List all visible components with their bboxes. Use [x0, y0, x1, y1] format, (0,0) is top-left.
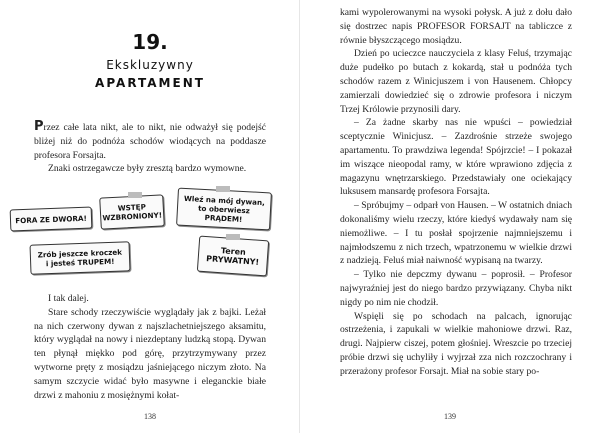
- sign-text: PRĄDEM!: [204, 212, 243, 224]
- left-text-top: [34, 120, 266, 176]
- sign-wlez-na-dywan: [176, 188, 272, 231]
- tape-strip: [128, 192, 142, 198]
- paragraph: – Spróbujmy – odparł von Hausen. – W ostatnich dniach dokonaliśmy wielu rzeczy, które kiedyś wydawały nam się niemożliwe. – I tu posłał spojrzenie najmniejszemu i najmłodszemu z nich trzech, wpatrzonemu w wielkie drzwi z nadzieją. Feluś miał naiwność wypisaną na twarzy.: [340, 200, 572, 267]
- sign-text: to oberwiesz: [197, 203, 251, 215]
- sign-fora-ze-dwora: [10, 207, 93, 232]
- sign-text: Wleź na mój dywan,: [183, 193, 266, 207]
- chapter-title-line2: APARTAMENT: [95, 76, 205, 90]
- chapter-number: 19.: [132, 30, 168, 54]
- paragraph: – Za żadne skarby nas nie wpuści – powiedział sceptycznie Winicjusz. – Zazdrośnie strzeże swojego apartamentu. To prawdziwa legenda! Spójrzcie! – I pokazał im wiszące nieopodal ramy, w które wprawiono zdjęcia z magazynu wnętrzarskiego. Przedstawiały one ociekający luksusem mansardę profesora Forsajta.: [340, 117, 572, 198]
- sign-text: WSTĘP: [117, 202, 147, 213]
- paragraph: Stare schody rzeczywiście wyglądały jak z bajki. Leżał na nich czerwony dywan z najszlachetniejszego aksamitu, który wyglądał na nowy i niezdeptany ludzką stopą. Dywan ten płynął miękko pod górę, przytrzymywany przez wytworne pręty z mosiądzu jaśniejącego niczym złoto. Na samym szczycie widać było masywne i eleganckie białe drzwi z mahoniu z mosiężnymi kołat-: [34, 306, 266, 401]
- paragraph: [34, 120, 266, 162]
- paragraph: Wspięli się po schodach na palcach, ignorując ostrzeżenia, i zapukali w wielkie mahoniowe drzwi. Raz, drugi. Najpierw ciszej, potem głośniej. Wreszcie po trzeciej próbie drzwi się uchyliły i wyjrzał zza nich rozczochrany i przerażony profesor Forsajt. Miał na sobie stary po-: [340, 310, 572, 377]
- paragraph: Znaki ostrzegawcze były zresztą bardzo wymowne.: [48, 163, 247, 175]
- sign-text: Zrób jeszcze kroczek: [37, 247, 123, 260]
- sign-text: Teren: [220, 246, 247, 257]
- drop-cap: P: [34, 119, 44, 134]
- chapter-title-line1: Ekskluzywny: [106, 58, 194, 72]
- sign-text: WZBRONIONY!: [102, 210, 163, 223]
- sign-text: i jesteś TRUPEM!: [45, 256, 115, 269]
- page-number: 138: [144, 412, 156, 421]
- left-text-bottom: [34, 292, 266, 402]
- sign-zrob-kroczek: [30, 241, 131, 274]
- sign-text: PRYWATNY!: [205, 254, 260, 267]
- sign-wstep-wzbroniony: [99, 194, 165, 229]
- paragraph: – Tylko nie depczmy dywanu – poprosił. – Profesor najwyraźniej jest do niego bardzo przywiązany. Chyba nikt nigdy po nim nie chodził.: [340, 269, 572, 308]
- sign-teren-prywatny: [197, 236, 269, 277]
- paragraph: Dzień po ucieczce nauczyciela z klasy Feluś, trzymając duże pudełko po butach z kokardą, stał u podnóża tych schodów razem z Winicjuszem i von Hausenem. Chłopcy zamierzali dowiedzieć się o zdrowie profesora i niczym Trzej Królowie przynosili dary.: [340, 48, 572, 115]
- paragraph: I tak dalej.: [48, 293, 89, 304]
- right-page: [300, 0, 600, 433]
- tape-strip: [226, 234, 240, 240]
- right-text: [340, 6, 572, 379]
- page-number: 139: [444, 412, 456, 421]
- tape-strip: [216, 186, 230, 192]
- paragraph-text: rzez całe lata nikt, ale to nikt, nie odważył się podejść bliżej niż do podnóża schodów wiodących na poddasze profesora Forsajta.: [34, 122, 266, 161]
- sign-text: FORA ZE DWORA!: [15, 213, 87, 225]
- paragraph: kami wypolerowanymi na wysoki połysk. A już z dołu dało się dostrzec napis PROFESOR FORSAJT na tabliczce z równie błyszczącego mosiądzu.: [340, 7, 572, 46]
